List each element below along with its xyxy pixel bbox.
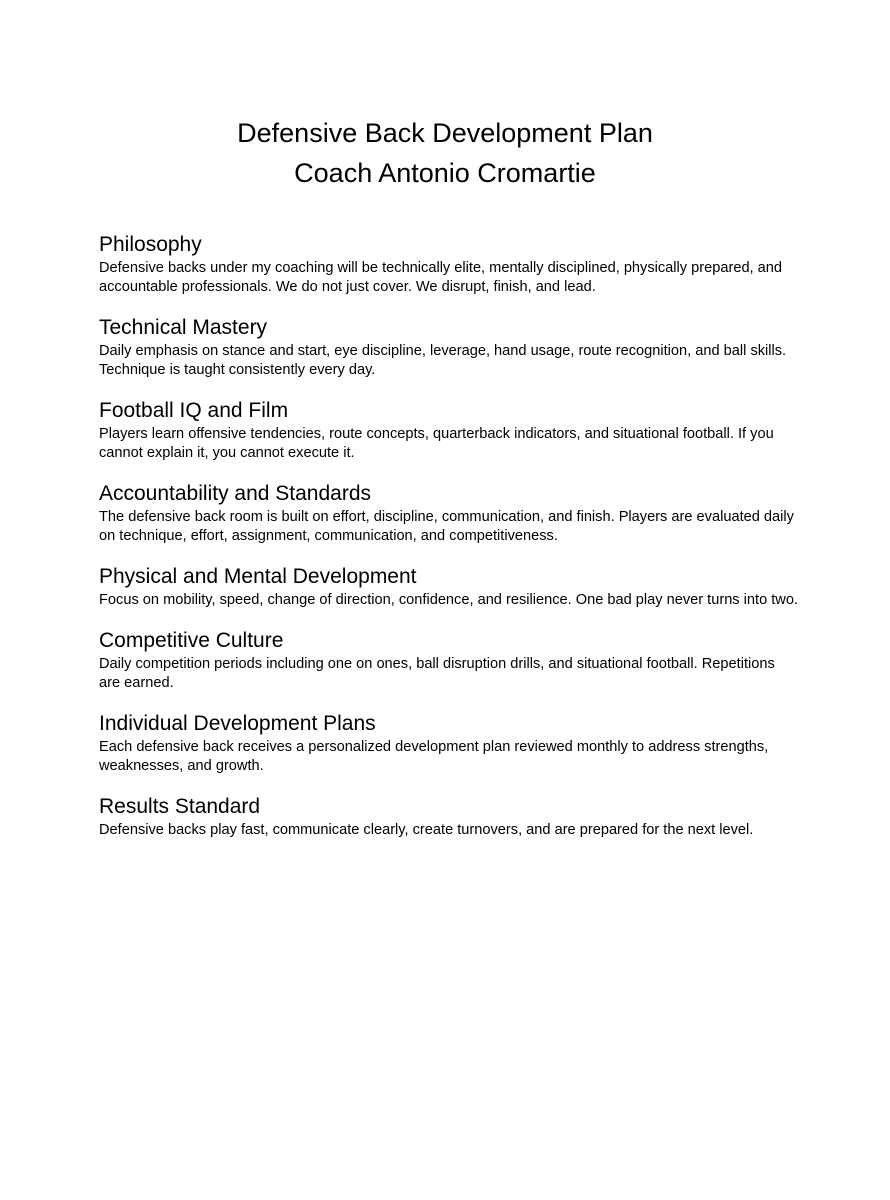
- section-heading: Accountability and Standards: [99, 482, 372, 505]
- section-philosophy: [99, 231, 799, 297]
- section-technical-mastery: [99, 314, 799, 380]
- sections-list: [99, 231, 799, 857]
- section-heading: Individual Development Plans: [99, 712, 376, 735]
- document-title: Defensive Back Development Plan: [237, 118, 653, 148]
- section-heading: Results Standard: [99, 795, 261, 818]
- section-body: Daily competition periods including one on ones, ball disruption drills, and situational football. Repetitions are earned.: [99, 656, 775, 691]
- title-block: [0, 113, 890, 193]
- section-body: Players learn offensive tendencies, route concepts, quarterback indicators, and situational football. If you cannot explain it, you cannot execute it.: [99, 426, 774, 461]
- section-body: Defensive backs under my coaching will be technically elite, mentally disciplined, physically prepared, and accountable professionals. We do not just cover. We disrupt, finish, and lead.: [99, 260, 783, 295]
- section-results-standard: [99, 793, 799, 840]
- section-heading: Competitive Culture: [99, 629, 284, 652]
- section-body: Focus on mobility, speed, change of direction, confidence, and resilience. One bad play never turns into two.: [99, 592, 799, 608]
- section-body: Defensive backs play fast, communicate clearly, create turnovers, and are prepared for the next level.: [99, 822, 754, 838]
- section-competitive-culture: [99, 627, 799, 693]
- section-heading: Technical Mastery: [99, 316, 268, 339]
- section-heading: Philosophy: [99, 233, 202, 256]
- section-individual-plans: [99, 710, 799, 776]
- section-heading: Physical and Mental Development: [99, 565, 417, 588]
- section-body: Each defensive back receives a personalized development plan reviewed monthly to address strengths, weaknesses, and growth.: [99, 739, 769, 774]
- section-body: The defensive back room is built on effort, discipline, communication, and finish. Players are evaluated daily on technique, effort, assignment, communication, and competitiveness.: [99, 509, 794, 544]
- section-football-iq: [99, 397, 799, 463]
- section-body: Daily emphasis on stance and start, eye discipline, leverage, hand usage, route recognition, and ball skills. Technique is taught consistently every day.: [99, 343, 787, 378]
- section-accountability: [99, 480, 799, 546]
- section-heading: Football IQ and Film: [99, 399, 289, 422]
- document-author: Coach Antonio Cromartie: [294, 158, 596, 188]
- section-physical-mental: [99, 563, 799, 610]
